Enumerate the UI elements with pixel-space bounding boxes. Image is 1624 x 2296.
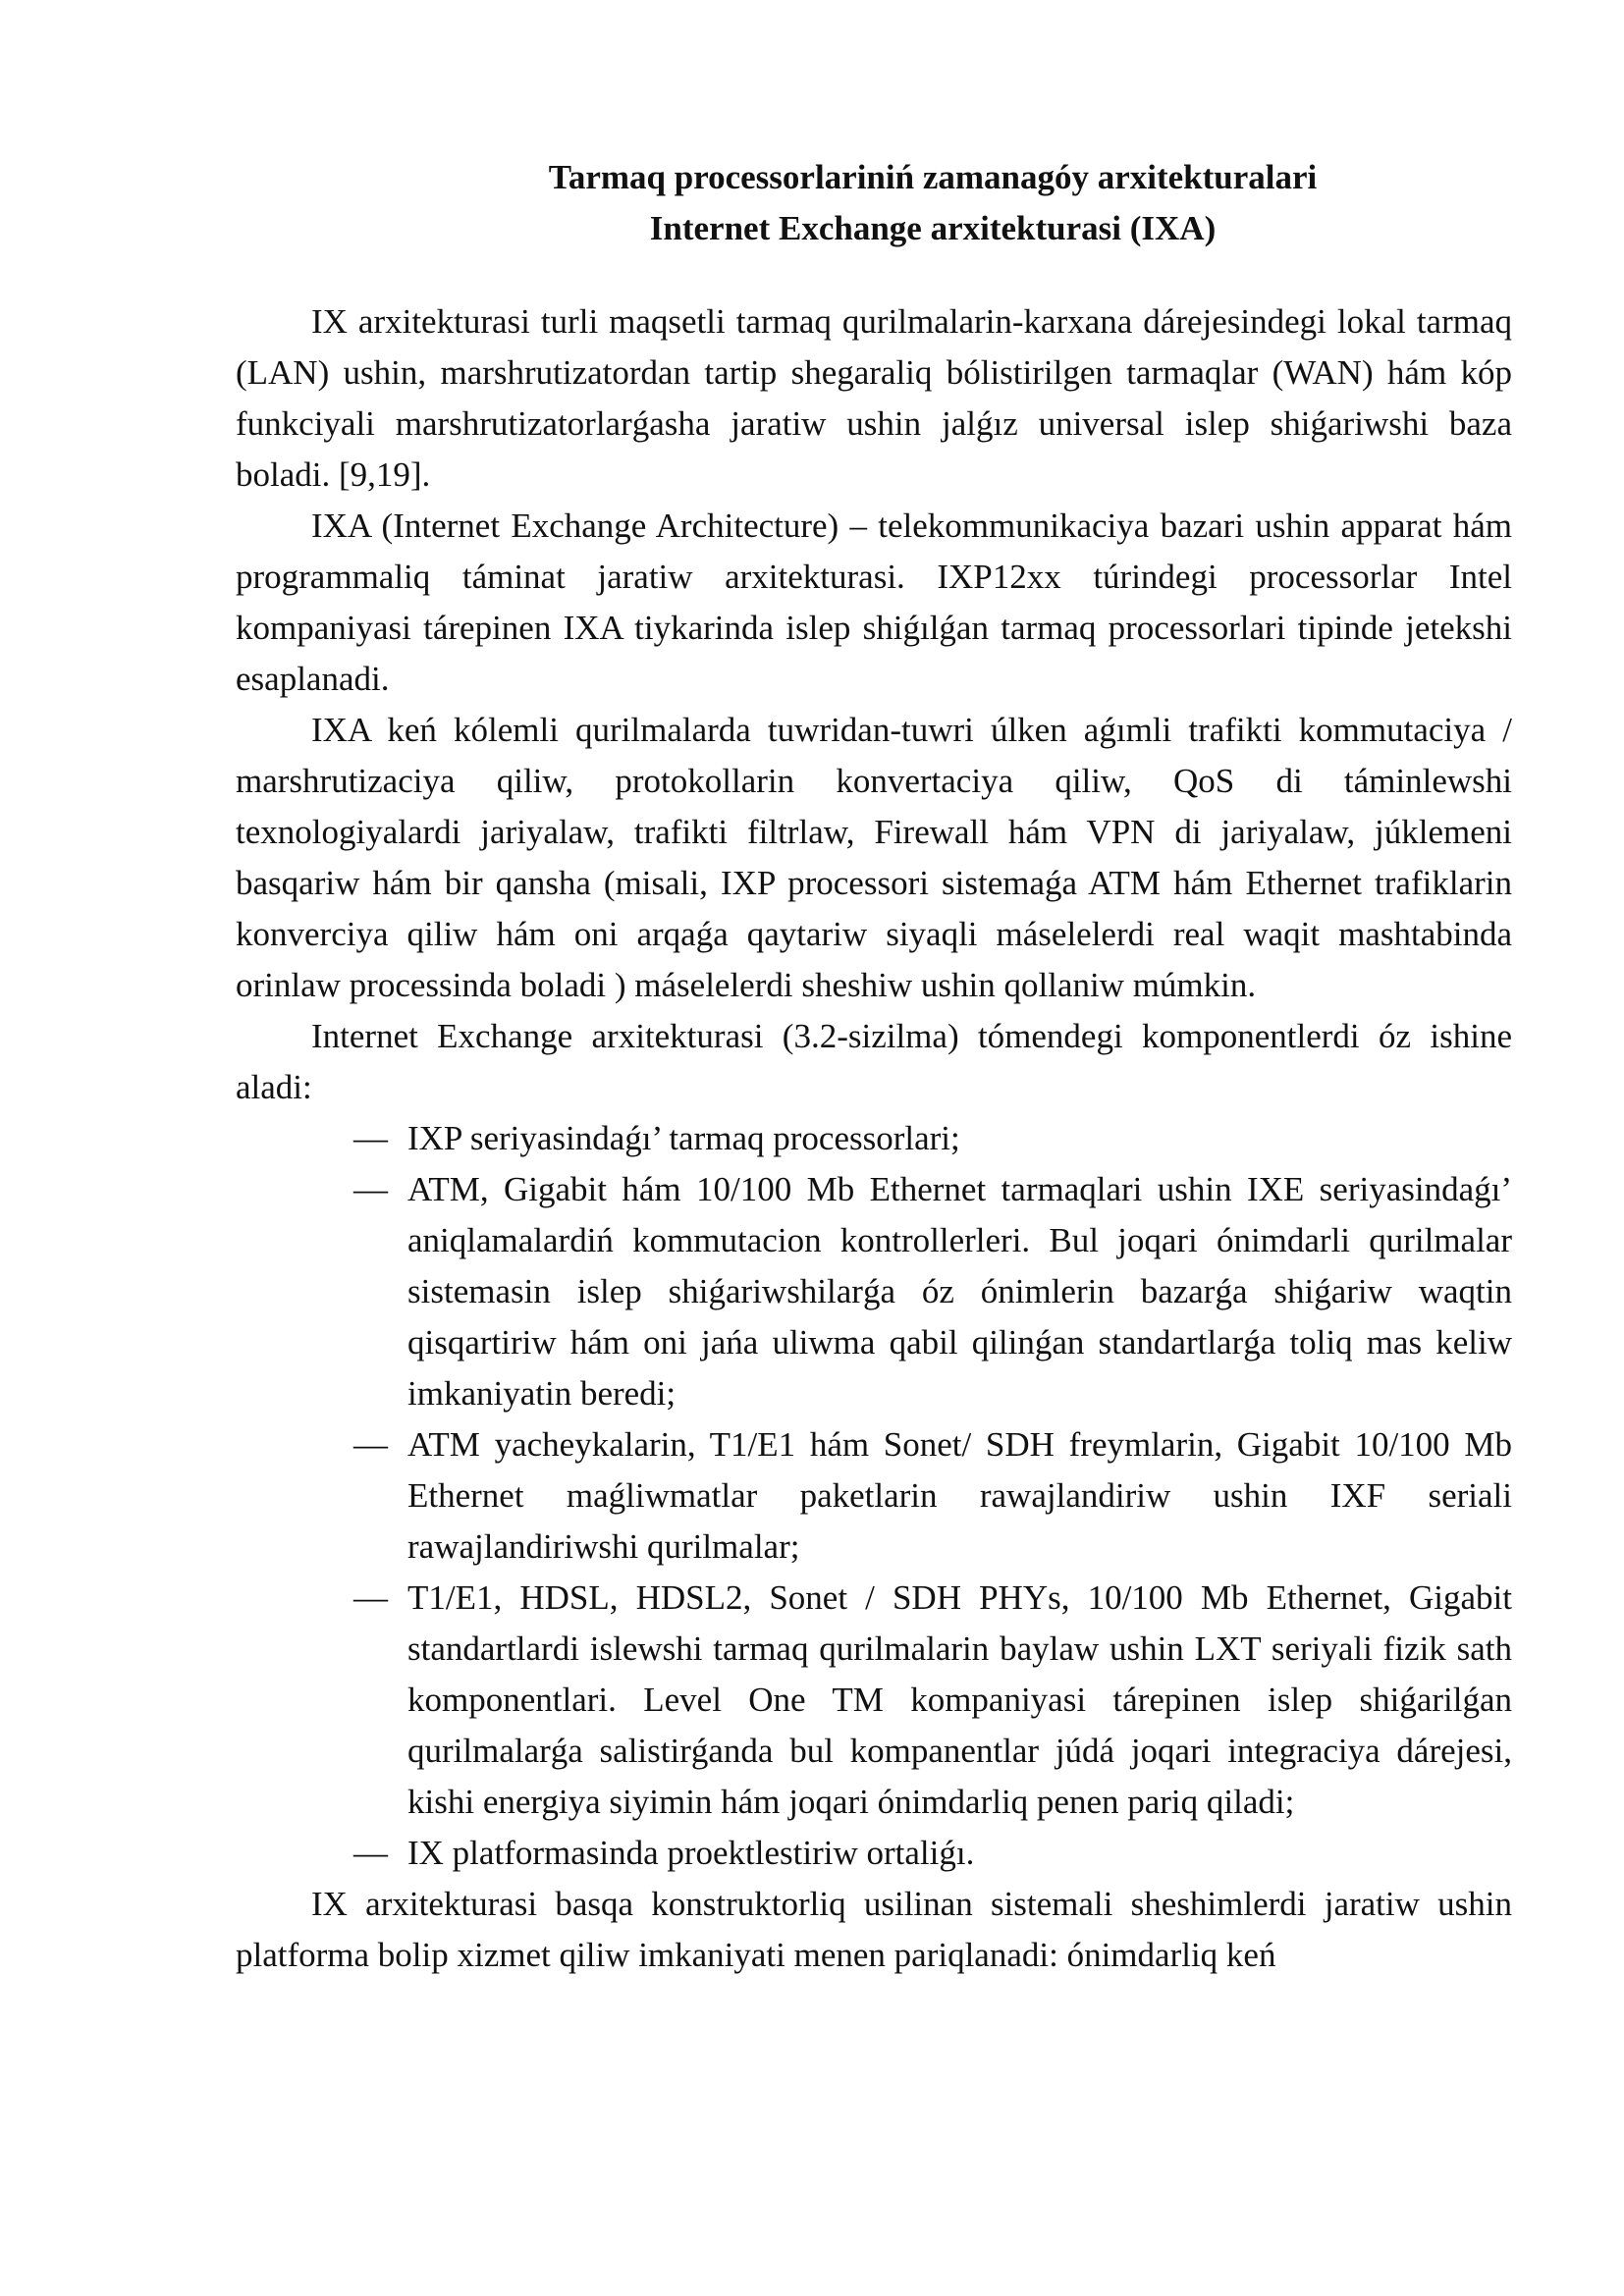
component-list <box>236 1113 1512 1879</box>
document-body <box>236 296 1512 1981</box>
document-title <box>236 152 1512 254</box>
list-item-text: IX platformasinda proektlestiriw ortaliǵı. <box>407 1834 975 1872</box>
list-item <box>236 1828 1512 1879</box>
title-line-2: Internet Exchange arxitekturasi (IXA) <box>649 209 1217 247</box>
paragraph: IX arxitekturasi basqa konstruktorliq usilinan sistemali sheshimlerdi jaratiw ushin platforma bolip xizmet qiliw imkaniyati menen pariqlanadi: ónimdarliq keń <box>236 1885 1512 1974</box>
paragraph: IXA (Internet Exchange Architecture) – telekommunikaciya bazari ushin apparat hám programmaliq táminat jaratiw arxitekturasi. IXP12xx túrindegi processorlar Intel kompaniyasi tárepinen IXA tiykarinda islep shiǵılǵan tarmaq processorlari tipinde jetekshi esaplanadi. <box>236 507 1512 698</box>
paragraph: IX arxitekturasi turli maqsetli tarmaq qurilmalarin-karxana dárejesindegi lokal tarmaq (LAN) ushin, marshrutizatordan tartip shegaraliq bólistirilgen tarmaqlar (WAN) hám kóp funkciyali marshrutizatorlarǵasha jaratiw ushin jalǵız universal islep shiǵariwshi baza boladi. [9,19]. <box>236 302 1512 494</box>
dash-bullet: — <box>353 1170 388 1208</box>
dash-bullet: — <box>353 1425 388 1464</box>
title-line-1: Tarmaq processorlariniń zamanagóy arxitekturalari <box>548 158 1318 196</box>
list-item <box>236 1164 1512 1419</box>
paragraph: IXA keń kólemli qurilmalarda tuwridan-tuwri úlken aǵımli trafikti kommutaciya / marshrutizaciya qiliw, protokollarin konvertaciya qiliw, QoS di táminlewshi texnologiyalardi jariyalaw, trafikti filtrlaw, Firewall hám VPN di jariyalaw, júklemeni basqariw hám bir qansha (misali, IXP processori sistemaǵa ATM hám Ethernet trafiklarin konverciya qiliw hám oni arqaǵa qaytariw siyaqli máselelerdi real waqit mashtabinda orinlaw processinda boladi ) máselelerdi sheshiw ushin qollaniw múmkin. <box>236 711 1512 1004</box>
list-item <box>236 1573 1512 1828</box>
dash-bullet: — <box>353 1578 388 1617</box>
dash-bullet: — <box>353 1834 388 1872</box>
list-item-text: ATM, Gigabit hám 10/100 Mb Ethernet tarmaqlari ushin IXE seriyasindaǵı’ aniqlamalardiń kommutacion kontrollerleri. Bul joqari ónimdarli qurilmalar sistemasin islep shiǵariwshilarǵa óz ónimlerin bazarǵa shiǵariw waqtin qisqartiriw hám oni jańa uliwma qabil qilinǵan standartlarǵa toliq mas keliw imkaniyatin beredi; <box>407 1170 1512 1413</box>
list-item-text: T1/E1, HDSL, HDSL2, Sonet / SDH PHYs, 10/100 Mb Ethernet, Gigabit standartlardi islewshi tarmaq qurilmalarin baylaw ushin LXT seriyali fizik sath komponentlari. Level One TM kompaniyasi tárepinen islep shiǵarilǵan qurilmalarǵa salistirǵanda bul kompanentlar júdá joqari integraciya dárejesi, kishi energiya siyimin hám joqari ónimdarliq penen pariq qiladi; <box>407 1578 1512 1821</box>
dash-bullet: — <box>353 1119 388 1157</box>
list-item <box>236 1113 1512 1164</box>
list-item-text: IXP seriyasindaǵı’ tarmaq processorlari; <box>407 1119 960 1157</box>
list-item <box>236 1419 1512 1573</box>
document-page <box>236 152 1512 1981</box>
paragraph: Internet Exchange arxitekturasi (3.2-sizilma) tómendegi komponentlerdi óz ishine aladi: <box>236 1017 1512 1106</box>
list-item-text: ATM yacheykalarin, T1/E1 hám Sonet/ SDH freymlarin, Gigabit 10/100 Mb Ethernet maǵliwmatlar paketlarin rawajlandiriw ushin IXF seriali rawajlandiriwshi qurilmalar; <box>407 1425 1512 1566</box>
